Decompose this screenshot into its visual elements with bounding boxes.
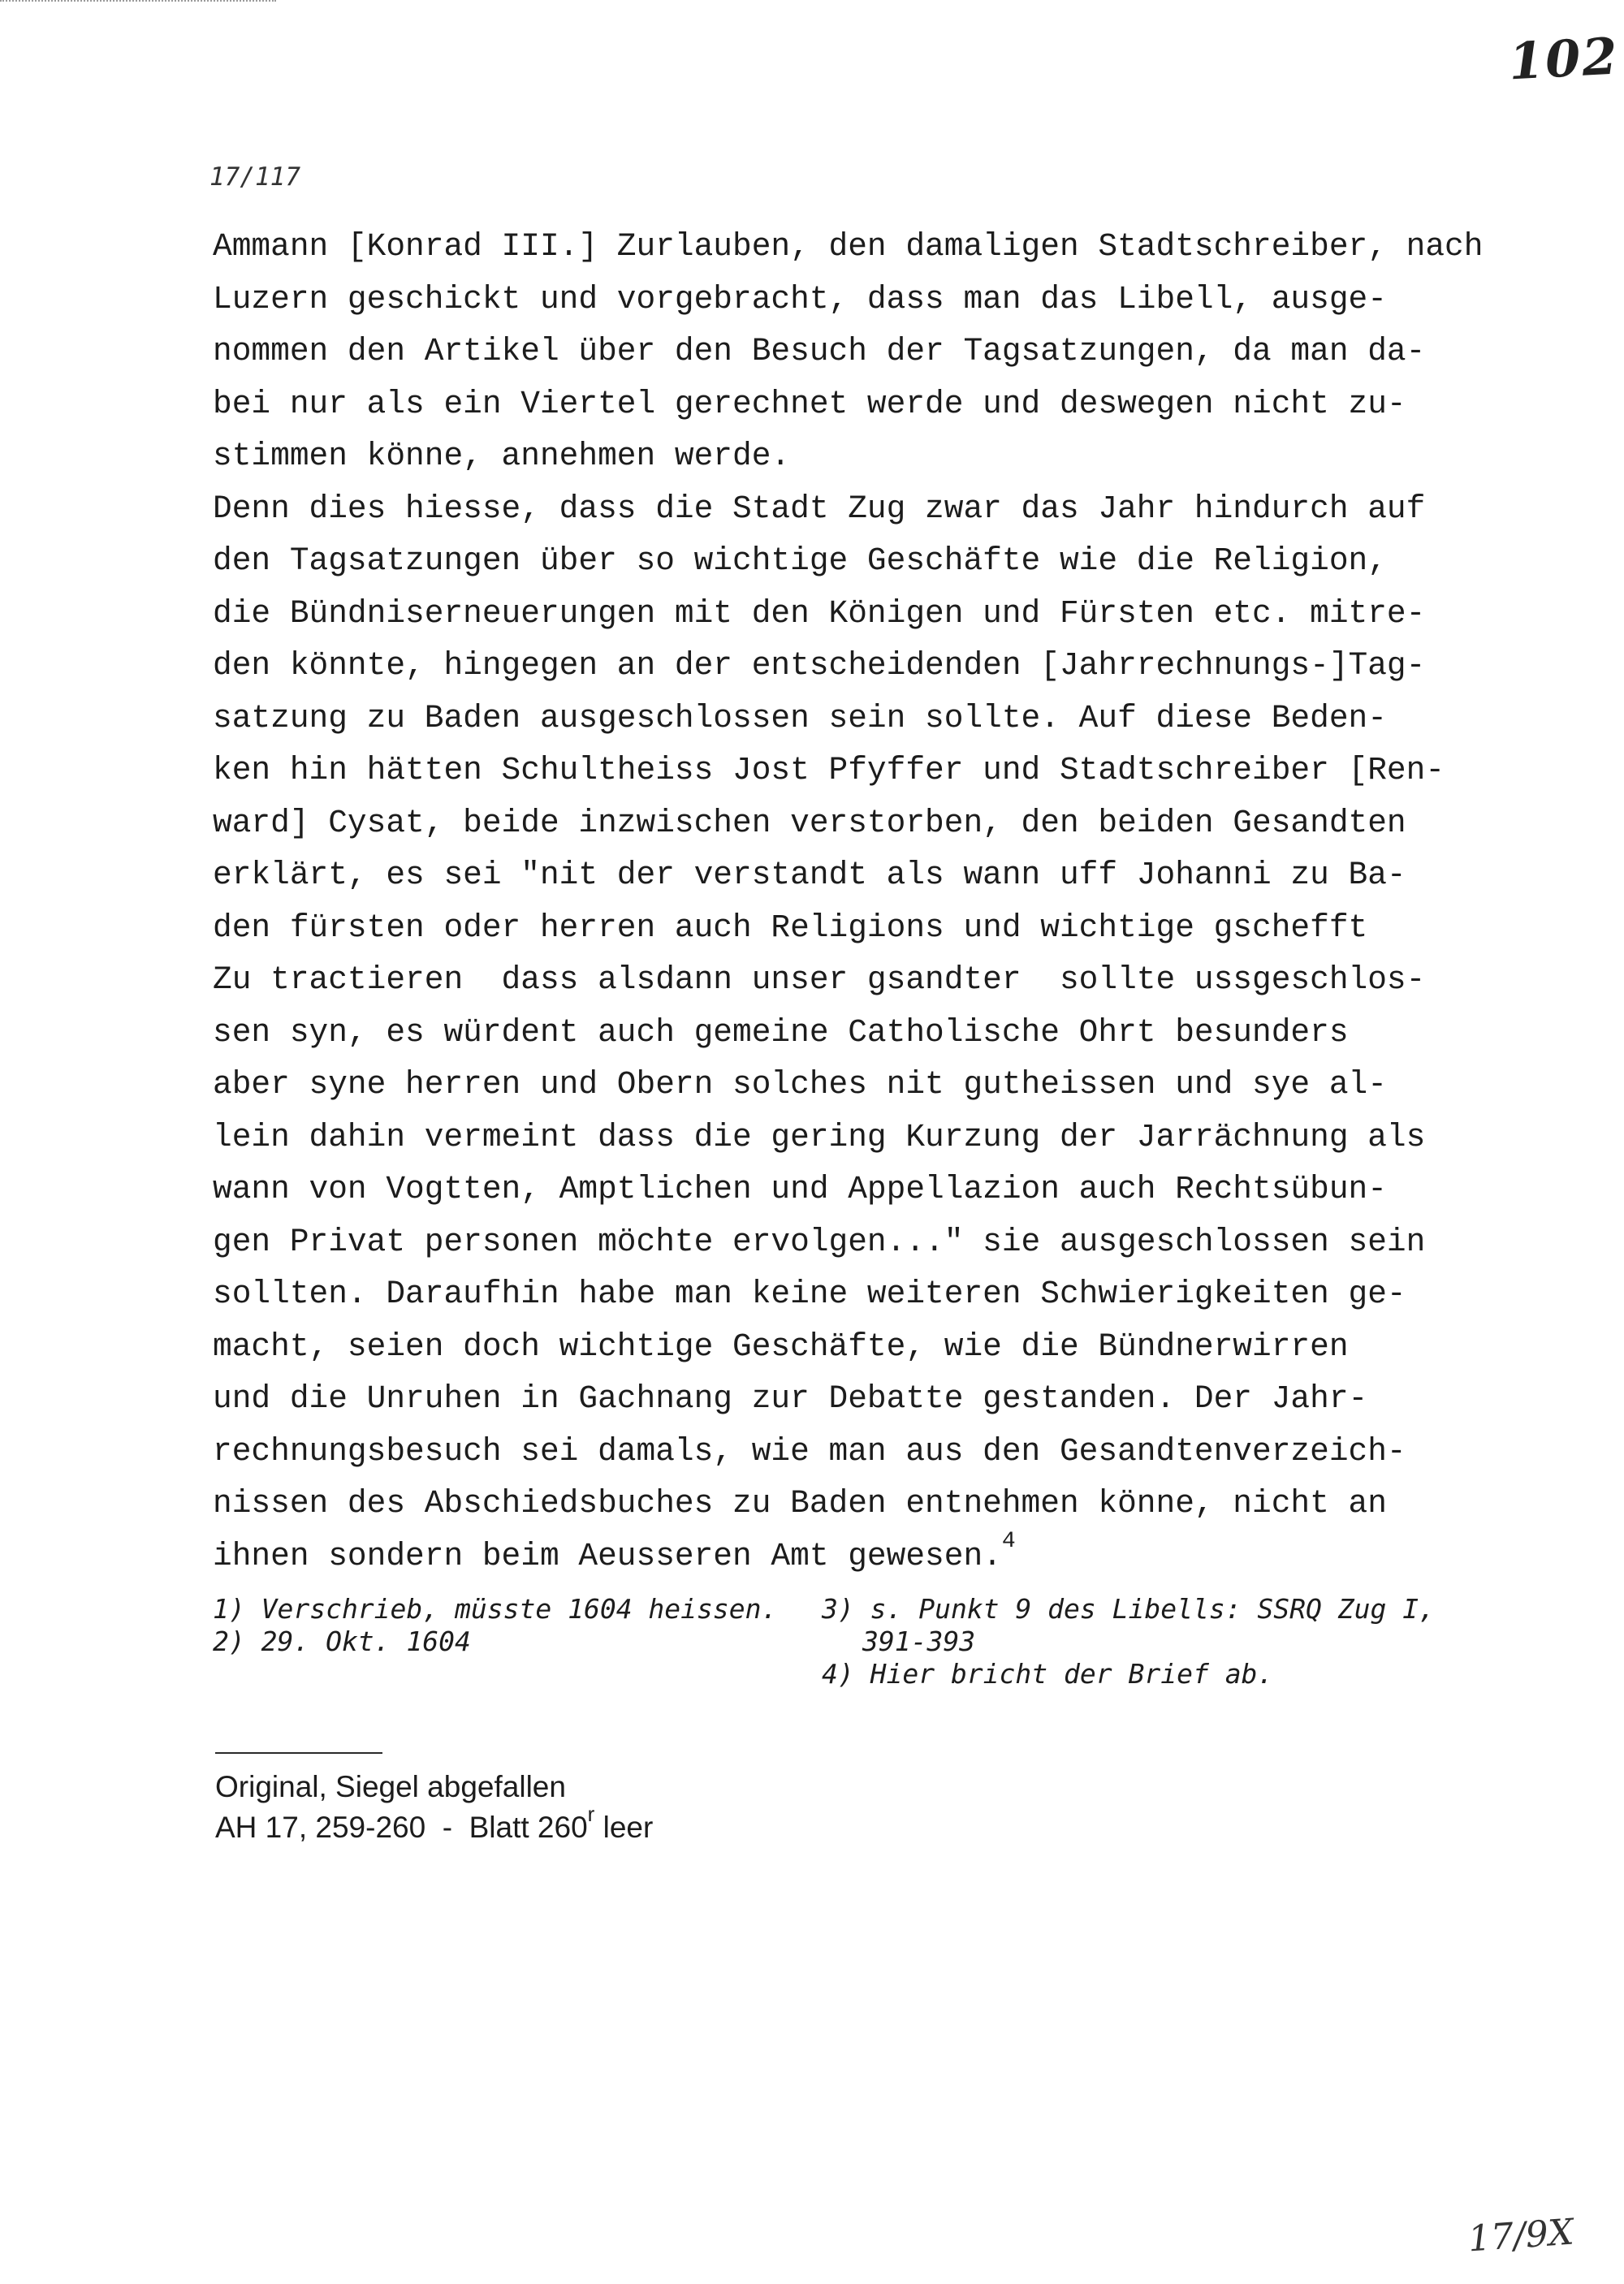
body-line: lein dahin vermeint dass die gering Kurzung der Jarrächnung als [213,1118,1426,1155]
footnote-3: 3) s. Punkt 9 des Libells: SSRQ Zug I, [822,1593,1435,1625]
provenance [215,1767,653,1848]
body-line: und die Unruhen in Gachnang zur Debatte gestanden. Der Jahr- [213,1380,1368,1417]
body-line-last [213,1528,1479,1583]
separator-rule [215,1752,382,1754]
body-line: Ammann [Konrad III.] Zurlauben, den damaligen Stadtschreiber, nach [213,228,1484,265]
body-line: ward] Cysat, beide inzwischen verstorben, den beiden Gesandten [213,804,1406,841]
provenance-reference: AH 17, 259-260 - Blatt 260 [215,1811,588,1844]
provenance-suffix: leer [594,1811,654,1844]
provenance-line-1: Original, Siegel abgefallen [215,1770,566,1803]
footnote-mark: 4 [1001,1528,1016,1554]
footnote-2: 2) 29. Okt. 1604 [213,1626,471,1657]
footnote-3-continued: 391-393 [862,1626,976,1657]
archive-stamp: 17/9X [1466,2211,1575,2260]
folio-number: 102 [1507,26,1621,92]
body-line: Denn dies hiesse, dass die Stadt Zug zwar das Jahr hindurch auf [213,490,1426,527]
body-line: bei nur als ein Viertel gerechnet werde und deswegen nicht zu- [213,385,1406,422]
body-line: sen syn, es würdent auch gemeine Catholische Ohrt besunders [213,1013,1349,1051]
body-line: nommen den Artikel über den Besuch der Tagsatzungen, da man da- [213,333,1426,369]
body-text [213,221,1484,1582]
footnote-4: 4) Hier bricht der Brief ab. [822,1658,1274,1690]
body-line: Zu tractieren dass alsdann unser gsandter sollte ussgeschlos- [213,961,1426,998]
body-line: wann von Vogtten, Amptlichen und Appellazion auch Rechtsübun- [213,1171,1387,1207]
body-line: macht, seien doch wichtige Geschäfte, wie die Bündnerwirren [213,1328,1349,1365]
body-line: die Bündniserneuerungen mit den Königen und Fürsten etc. mitre- [213,594,1426,632]
body-line: gen Privat personen möchte ervolgen..." sie ausgeschlossen sein [213,1223,1426,1260]
sheet-reference: 17/117 [209,162,300,192]
body-line: sollten. Daraufhin habe man keine weiteren Schwierigkeiten ge- [213,1276,1406,1312]
scan-edge-marks [0,0,276,6]
provenance-superscript: r [587,1802,595,1826]
body-line: ken hin hätten Schultheiss Jost Pfyffer und Stadtschreiber [Ren- [213,752,1445,788]
body-line: den fürsten oder herren auch Religions und wichtige gschefft [213,909,1368,946]
body-line: nissen des Abschiedsbuches zu Baden entnehmen könne, nicht an [213,1485,1387,1522]
footnote-1: 1) Verschrieb, müsste 1604 heissen. [213,1593,778,1625]
body-line: Luzern geschickt und vorgebracht, dass man das Libell, ausge- [213,280,1387,317]
body-line: satzung zu Baden ausgeschlossen sein sollte. Auf diese Beden- [213,699,1387,736]
body-line: den Tagsatzungen über so wichtige Geschäfte wie die Religion, [213,542,1387,579]
provenance-line-2 [215,1802,654,1848]
body-line: erklärt, es sei "nit der verstandt als wann uff Johanni zu Ba- [213,857,1406,893]
body-line: aber syne herren und Obern solches nit gutheissen und sye al- [213,1066,1387,1103]
body-line: stimmen könne, annehmen werde. [213,438,791,474]
body-line: rechnungsbesuch sei damals, wie man aus den Gesandtenverzeich- [213,1432,1406,1470]
body-line: den könnte, hingegen an der entscheidenden [Jahrrechnungs-]Tag- [213,647,1426,684]
body-line-last-text: ihnen sondern beim Aeusseren Amt gewesen. [213,1537,1002,1574]
